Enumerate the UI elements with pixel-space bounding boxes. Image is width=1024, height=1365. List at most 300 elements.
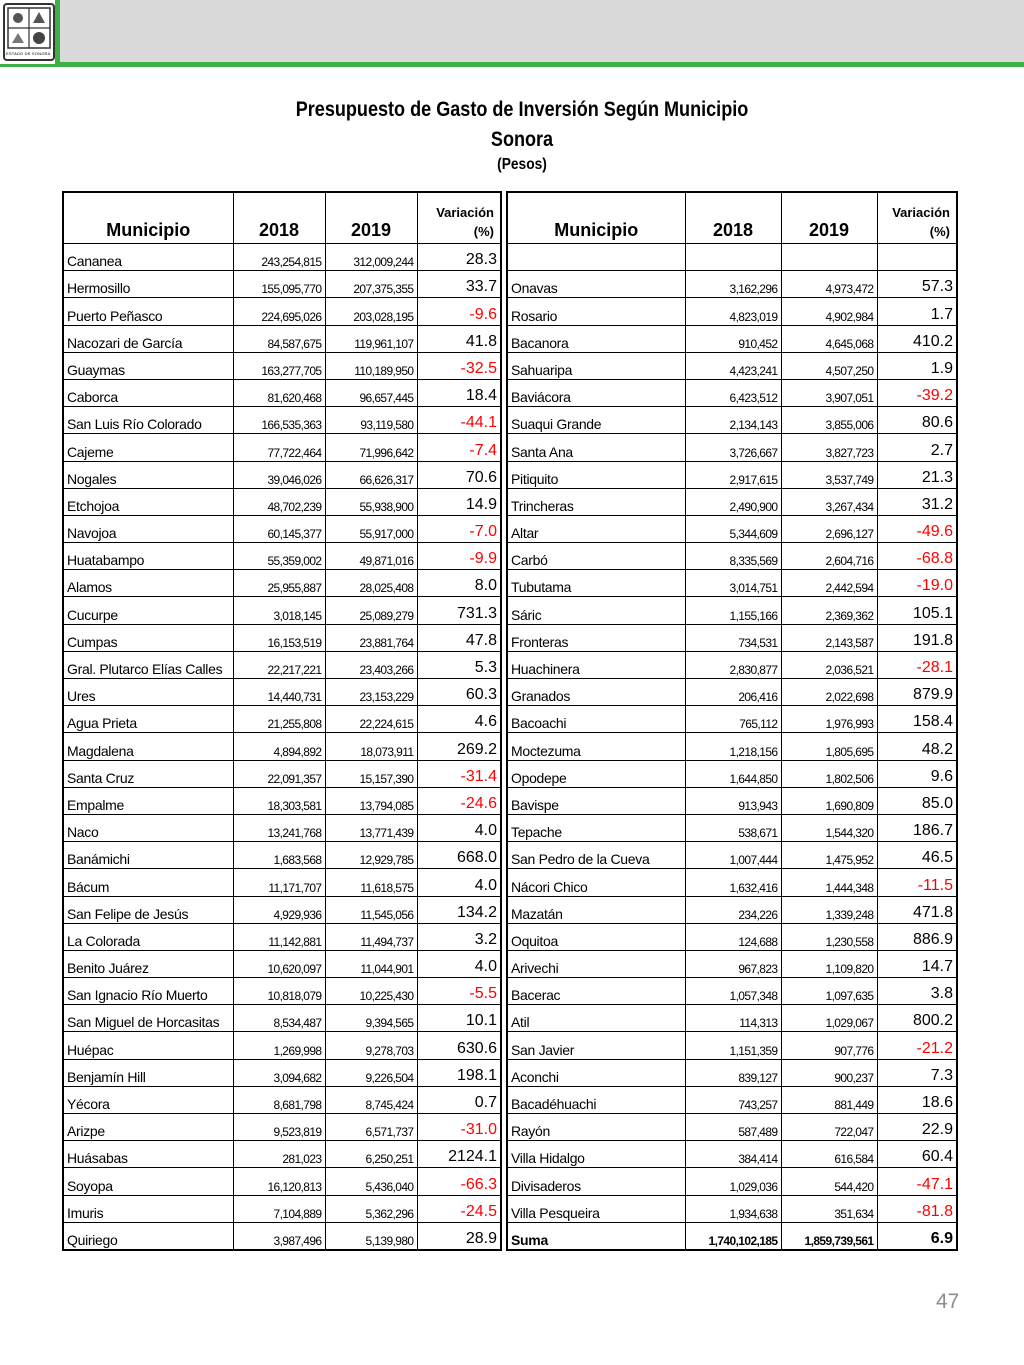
variacion-cell: 471.8: [877, 896, 957, 923]
table-row: [507, 488, 957, 515]
value-2019-cell: 15,157,390: [325, 760, 417, 787]
variacion-cell: -24.5: [417, 1195, 501, 1222]
value-2019-cell: 11,494,737: [325, 923, 417, 950]
value-2019-cell: 49,871,016: [325, 543, 417, 570]
value-2019-cell: 4,507,250: [781, 352, 877, 379]
table-row: [63, 244, 501, 271]
table-row: [507, 814, 957, 841]
variacion-cell: -32.5: [417, 352, 501, 379]
value-2019-cell: 616,584: [781, 1141, 877, 1168]
variacion-cell: 2124.1: [417, 1141, 501, 1168]
col-2019: 2019: [325, 192, 417, 244]
variacion-cell: 879.9: [877, 679, 957, 706]
value-2018-cell: 281,023: [233, 1141, 325, 1168]
value-2019-cell: 5,436,040: [325, 1168, 417, 1195]
table-row: [507, 787, 957, 814]
variacion-cell: 28.9: [417, 1222, 501, 1250]
municipio-cell: Opodepe: [507, 760, 685, 787]
value-2019-cell: 312,009,244: [325, 244, 417, 271]
variacion-cell: -24.6: [417, 787, 501, 814]
municipio-cell: Moctezuma: [507, 733, 685, 760]
municipio-cell: Guaymas: [63, 352, 233, 379]
municipio-cell: Villa Pesqueira: [507, 1195, 685, 1222]
table-row: [63, 869, 501, 896]
value-2019-cell: 1,029,067: [781, 1005, 877, 1032]
value-2019-cell: 3,827,723: [781, 434, 877, 461]
table-row: [507, 706, 957, 733]
value-2018-cell: 4,423,241: [685, 352, 781, 379]
variacion-cell: -47.1: [877, 1168, 957, 1195]
value-2019-cell: 1,097,635: [781, 978, 877, 1005]
value-2019-cell: 6,250,251: [325, 1141, 417, 1168]
variacion-cell: -66.3: [417, 1168, 501, 1195]
municipio-cell: Altar: [507, 515, 685, 542]
table-row: [507, 624, 957, 651]
value-2019-cell: 907,776: [781, 1032, 877, 1059]
variacion-cell: -5.5: [417, 978, 501, 1005]
municipio-cell: Bácum: [63, 869, 233, 896]
value-2019-cell: 66,626,317: [325, 461, 417, 488]
municipio-cell: Aconchi: [507, 1059, 685, 1086]
value-2018-cell: 743,257: [685, 1086, 781, 1113]
variacion-cell: 1.7: [877, 298, 957, 325]
table-header-row: [507, 192, 957, 244]
municipio-cell: Banámichi: [63, 842, 233, 869]
table-row: [63, 733, 501, 760]
value-2019-cell: 23,153,229: [325, 679, 417, 706]
value-2019-cell: 6,571,737: [325, 1114, 417, 1141]
value-2018-cell: 243,254,815: [233, 244, 325, 271]
municipio-cell: San Miguel de Horcasitas: [63, 1005, 233, 1032]
municipio-cell: San Luis Río Colorado: [63, 407, 233, 434]
variacion-cell: 7.3: [877, 1059, 957, 1086]
value-2019-cell: 3,537,749: [781, 461, 877, 488]
table-row: [63, 325, 501, 352]
col-2019: 2019: [781, 192, 877, 244]
table-row: [507, 570, 957, 597]
municipio-cell: Cucurpe: [63, 597, 233, 624]
value-2018-cell: 22,091,357: [233, 760, 325, 787]
value-2019-cell: 9,394,565: [325, 1005, 417, 1032]
value-2019-cell: 351,634: [781, 1195, 877, 1222]
municipio-cell: Santa Ana: [507, 434, 685, 461]
table-row: [507, 1114, 957, 1141]
variacion-cell: 1.9: [877, 352, 957, 379]
municipio-cell: Bacerac: [507, 978, 685, 1005]
value-2019-cell: 2,604,716: [781, 543, 877, 570]
variacion-cell: 4.0: [417, 814, 501, 841]
state-seal: [0, 0, 60, 64]
value-2018-cell: 84,587,675: [233, 325, 325, 352]
value-2019-cell: 9,278,703: [325, 1032, 417, 1059]
value-2019-cell: 1,805,695: [781, 733, 877, 760]
table-row: [507, 896, 957, 923]
municipio-cell: San Felipe de Jesús: [63, 896, 233, 923]
variacion-cell: 3.8: [877, 978, 957, 1005]
value-2018-cell: 2,490,900: [685, 488, 781, 515]
table-row-total: [507, 1222, 957, 1250]
municipio-cell: San Javier: [507, 1032, 685, 1059]
value-2019-cell: 23,403,266: [325, 651, 417, 678]
value-2019-cell: 10,225,430: [325, 978, 417, 1005]
table-row: [63, 923, 501, 950]
table-row: [507, 950, 957, 977]
col-municipio: Municipio: [63, 192, 233, 244]
municipio-cell: Yécora: [63, 1086, 233, 1113]
table-row: [63, 515, 501, 542]
municipio-cell: Trincheras: [507, 488, 685, 515]
value-2018-cell: 77,722,464: [233, 434, 325, 461]
municipio-cell: Nacozari de García: [63, 325, 233, 352]
value-2019-cell: 8,745,424: [325, 1086, 417, 1113]
table-row: [507, 1195, 957, 1222]
value-2018-cell: 55,359,002: [233, 543, 325, 570]
variacion-cell: [877, 244, 957, 271]
table-row: [63, 760, 501, 787]
value-2018-cell: 839,127: [685, 1059, 781, 1086]
variacion-cell: 46.5: [877, 842, 957, 869]
table-row: [63, 434, 501, 461]
table-row: [63, 1168, 501, 1195]
table-row: [507, 461, 957, 488]
value-2018-cell: 2,134,143: [685, 407, 781, 434]
value-2018-cell: 2,917,615: [685, 461, 781, 488]
value-2019-cell: 3,855,006: [781, 407, 877, 434]
variacion-cell: 48.2: [877, 733, 957, 760]
value-2019-cell: 93,119,580: [325, 407, 417, 434]
value-2018-cell: 8,534,487: [233, 1005, 325, 1032]
value-2018-cell: 48,702,239: [233, 488, 325, 515]
variacion-cell: -39.2: [877, 379, 957, 406]
municipio-cell: Carbó: [507, 543, 685, 570]
value-2018-cell: 765,112: [685, 706, 781, 733]
value-2018-cell: 1,057,348: [685, 978, 781, 1005]
value-2018-cell: 39,046,026: [233, 461, 325, 488]
variacion-cell: 269.2: [417, 733, 501, 760]
value-2018-cell: 6,423,512: [685, 379, 781, 406]
variacion-cell: -9.9: [417, 543, 501, 570]
municipio-cell: San Ignacio Río Muerto: [63, 978, 233, 1005]
value-2019-cell: 1,690,809: [781, 787, 877, 814]
variacion-cell: 3.2: [417, 923, 501, 950]
table-row: [63, 570, 501, 597]
table-row: [507, 298, 957, 325]
municipio-cell: Oquitoa: [507, 923, 685, 950]
value-2018-cell: 155,095,770: [233, 271, 325, 298]
table-row: [63, 379, 501, 406]
table-row: [507, 733, 957, 760]
value-2018-cell: 13,241,768: [233, 814, 325, 841]
page-subtitle: Sonora: [490, 128, 554, 151]
table-row: [63, 488, 501, 515]
municipio-cell: Baviácora: [507, 379, 685, 406]
table-row: [507, 869, 957, 896]
municipio-cell: Nácori Chico: [507, 869, 685, 896]
variacion-cell: 5.3: [417, 651, 501, 678]
value-2019-cell: 13,771,439: [325, 814, 417, 841]
municipio-cell: Navojoa: [63, 515, 233, 542]
variacion-cell: -7.4: [417, 434, 501, 461]
variacion-cell: 33.7: [417, 271, 501, 298]
table-row: [507, 1168, 957, 1195]
municipio-cell: Bavispe: [507, 787, 685, 814]
value-2018-cell: 2,830,877: [685, 651, 781, 678]
municipio-cell: Puerto Peñasco: [63, 298, 233, 325]
page-title: Presupuesto de Gasto de Inversión Según Municipio: [295, 98, 749, 121]
municipio-cell: Onavas: [507, 271, 685, 298]
municipio-cell: Quiriego: [63, 1222, 233, 1250]
value-2019-cell: 2,696,127: [781, 515, 877, 542]
municipio-cell: Huépac: [63, 1032, 233, 1059]
table-row: [63, 298, 501, 325]
header-accent-line: [0, 62, 1024, 67]
variacion-cell: 18.4: [417, 379, 501, 406]
value-2018-cell: 913,943: [685, 787, 781, 814]
variacion-cell: 14.9: [417, 488, 501, 515]
value-2018-cell: 3,018,145: [233, 597, 325, 624]
value-2019-cell: 55,938,900: [325, 488, 417, 515]
table-row: [507, 379, 957, 406]
value-2019-cell: 2,442,594: [781, 570, 877, 597]
value-2018-cell: 734,531: [685, 624, 781, 651]
table-row: [63, 787, 501, 814]
variacion-cell: 60.3: [417, 679, 501, 706]
variacion-cell: 186.7: [877, 814, 957, 841]
value-2018-cell: 124,688: [685, 923, 781, 950]
value-2019-cell: 18,073,911: [325, 733, 417, 760]
value-2019-cell: 22,224,615: [325, 706, 417, 733]
variacion-cell: 22.9: [877, 1114, 957, 1141]
municipio-cell: Arizpe: [63, 1114, 233, 1141]
municipio-cell: Hermosillo: [63, 271, 233, 298]
variacion-cell: 31.2: [877, 488, 957, 515]
table-row: [507, 760, 957, 787]
table-row: [507, 651, 957, 678]
value-2019-cell: 722,047: [781, 1114, 877, 1141]
municipio-cell: Bacoachi: [507, 706, 685, 733]
municipio-cell: Cananea: [63, 244, 233, 271]
municipio-cell: Sáric: [507, 597, 685, 624]
variacion-cell: 630.6: [417, 1032, 501, 1059]
units-label: (Pesos): [497, 156, 547, 173]
municipio-cell: Tubutama: [507, 570, 685, 597]
value-2019-cell: 9,226,504: [325, 1059, 417, 1086]
table-header-row: [63, 192, 501, 244]
value-2019-cell: 203,028,195: [325, 298, 417, 325]
value-2018-cell: 206,416: [685, 679, 781, 706]
col-municipio: Municipio: [507, 192, 685, 244]
municipios-table-left: [62, 191, 502, 1251]
value-2018-cell: 910,452: [685, 325, 781, 352]
value-2019-cell: 2,036,521: [781, 651, 877, 678]
table-row: [63, 543, 501, 570]
value-2019-cell: 1,109,820: [781, 950, 877, 977]
table-row: [507, 352, 957, 379]
value-2018-cell: 3,014,751: [685, 570, 781, 597]
value-2018-cell: 1,269,998: [233, 1032, 325, 1059]
municipio-cell: Cajeme: [63, 434, 233, 461]
value-2018-cell: 234,226: [685, 896, 781, 923]
value-2019-cell: 207,375,355: [325, 271, 417, 298]
value-2018-cell: 384,414: [685, 1141, 781, 1168]
value-2018-cell: 9,523,819: [233, 1114, 325, 1141]
variacion-cell: 6.9: [877, 1222, 957, 1250]
municipio-cell: Tepache: [507, 814, 685, 841]
variacion-cell: -31.4: [417, 760, 501, 787]
variacion-cell: 80.6: [877, 407, 957, 434]
value-2018-cell: 8,681,798: [233, 1086, 325, 1113]
value-2018-cell: 21,255,808: [233, 706, 325, 733]
table-row: [63, 1114, 501, 1141]
variacion-cell: 800.2: [877, 1005, 957, 1032]
value-2018-cell: 81,620,468: [233, 379, 325, 406]
table-row: [507, 1032, 957, 1059]
municipio-cell: Bacadéhuachi: [507, 1086, 685, 1113]
variacion-cell: 886.9: [877, 923, 957, 950]
variacion-cell: 158.4: [877, 706, 957, 733]
value-2019-cell: 1,230,558: [781, 923, 877, 950]
variacion-cell: 60.4: [877, 1141, 957, 1168]
table-row: [63, 1222, 501, 1250]
value-2018-cell: 16,153,519: [233, 624, 325, 651]
value-2019-cell: 3,267,434: [781, 488, 877, 515]
value-2018-cell: 10,620,097: [233, 950, 325, 977]
table-row: [63, 896, 501, 923]
table-row: [507, 325, 957, 352]
variacion-cell: 4.0: [417, 869, 501, 896]
value-2018-cell: 1,155,166: [685, 597, 781, 624]
municipio-cell: Arivechi: [507, 950, 685, 977]
table-row: [507, 978, 957, 1005]
variacion-cell: -44.1: [417, 407, 501, 434]
value-2019-cell: 28,025,408: [325, 570, 417, 597]
value-2018-cell: 1,683,568: [233, 842, 325, 869]
header-bar: [0, 0, 1024, 64]
table-row: [507, 1086, 957, 1113]
value-2019-cell: 881,449: [781, 1086, 877, 1113]
value-2019-cell: 2,143,587: [781, 624, 877, 651]
value-2019-cell: 2,022,698: [781, 679, 877, 706]
municipio-cell: Sahuaripa: [507, 352, 685, 379]
variacion-cell: 21.3: [877, 461, 957, 488]
variacion-cell: 668.0: [417, 842, 501, 869]
variacion-cell: -81.8: [877, 1195, 957, 1222]
value-2018-cell: 3,162,296: [685, 271, 781, 298]
table-row: [507, 1005, 957, 1032]
municipio-cell: Bacanora: [507, 325, 685, 352]
municipio-cell: Magdalena: [63, 733, 233, 760]
value-2018-cell: 8,335,569: [685, 543, 781, 570]
variacion-cell: -19.0: [877, 570, 957, 597]
municipio-cell: Mazatán: [507, 896, 685, 923]
value-2018-cell: 1,218,156: [685, 733, 781, 760]
municipio-cell: Gral. Plutarco Elías Calles: [63, 651, 233, 678]
variacion-cell: 14.7: [877, 950, 957, 977]
value-2019-cell: 11,618,575: [325, 869, 417, 896]
value-2018-cell: 967,823: [685, 950, 781, 977]
value-2018-cell: 1,151,359: [685, 1032, 781, 1059]
municipio-cell: Empalme: [63, 787, 233, 814]
variacion-cell: 47.8: [417, 624, 501, 651]
table-row: [63, 978, 501, 1005]
table-row: [507, 543, 957, 570]
variacion-cell: 198.1: [417, 1059, 501, 1086]
municipio-cell: Atil: [507, 1005, 685, 1032]
municipio-cell: Huásabas: [63, 1141, 233, 1168]
value-2018-cell: 16,120,813: [233, 1168, 325, 1195]
municipio-cell: Divisaderos: [507, 1168, 685, 1195]
value-2018-cell: 163,277,705: [233, 352, 325, 379]
municipios-table-right: [506, 191, 958, 1251]
table-row: [507, 923, 957, 950]
variacion-cell: 9.6: [877, 760, 957, 787]
municipio-cell: Naco: [63, 814, 233, 841]
variacion-cell: 4.6: [417, 706, 501, 733]
page-number: 47: [936, 1290, 960, 1313]
table-row: [507, 244, 957, 271]
variacion-cell: 8.0: [417, 570, 501, 597]
value-2019-cell: 11,044,901: [325, 950, 417, 977]
variacion-cell: -7.0: [417, 515, 501, 542]
municipio-cell: Soyopa: [63, 1168, 233, 1195]
value-2019-cell: 544,420: [781, 1168, 877, 1195]
municipio-cell: Granados: [507, 679, 685, 706]
municipio-cell: Nogales: [63, 461, 233, 488]
table-row: [63, 271, 501, 298]
municipio-cell: Huatabampo: [63, 543, 233, 570]
value-2019-cell: 55,917,000: [325, 515, 417, 542]
variacion-cell: 28.3: [417, 244, 501, 271]
value-2019-cell: 25,089,279: [325, 597, 417, 624]
municipio-cell: Huachinera: [507, 651, 685, 678]
municipio-cell: [507, 244, 685, 271]
municipio-cell: Agua Prieta: [63, 706, 233, 733]
table-row: [63, 1141, 501, 1168]
value-2018-cell: 1,644,850: [685, 760, 781, 787]
municipio-cell: Cumpas: [63, 624, 233, 651]
variacion-cell: 85.0: [877, 787, 957, 814]
value-2018-cell: 1,632,416: [685, 869, 781, 896]
table-row: [507, 271, 957, 298]
municipio-cell: San Pedro de la Cueva: [507, 842, 685, 869]
municipio-cell: Villa Hidalgo: [507, 1141, 685, 1168]
value-2019-cell: 23,881,764: [325, 624, 417, 651]
value-2018-cell: 5,344,609: [685, 515, 781, 542]
value-2019-cell: 900,237: [781, 1059, 877, 1086]
value-2019-cell: 119,961,107: [325, 325, 417, 352]
value-2018-cell: 1,740,102,185: [685, 1222, 781, 1250]
value-2018-cell: 166,535,363: [233, 407, 325, 434]
municipio-cell: Benito Juárez: [63, 950, 233, 977]
seal-text: ESTADO DE SONORA: [6, 51, 51, 56]
value-2019-cell: 1,339,248: [781, 896, 877, 923]
value-2019-cell: 4,902,984: [781, 298, 877, 325]
variacion-cell: 191.8: [877, 624, 957, 651]
table-row: [63, 679, 501, 706]
table-row: [63, 1086, 501, 1113]
value-2019-cell: 11,545,056: [325, 896, 417, 923]
variacion-cell: 134.2: [417, 896, 501, 923]
variacion-cell: 4.0: [417, 950, 501, 977]
col-2018: 2018: [233, 192, 325, 244]
col-variacion: Variación (%): [877, 192, 957, 244]
table-row: [63, 352, 501, 379]
table-row: [507, 597, 957, 624]
municipio-cell: Caborca: [63, 379, 233, 406]
value-2019-cell: 1,544,320: [781, 814, 877, 841]
municipio-cell: Alamos: [63, 570, 233, 597]
col-variacion: Variación (%): [417, 192, 501, 244]
